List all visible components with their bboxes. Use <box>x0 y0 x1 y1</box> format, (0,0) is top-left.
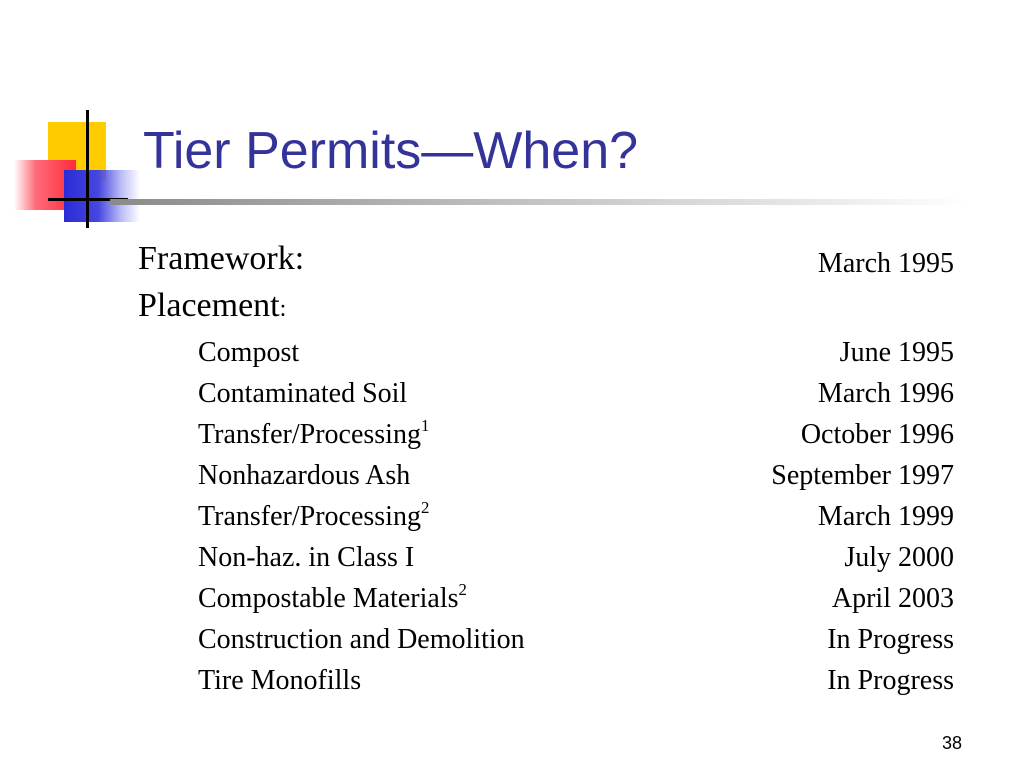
item-label: Construction and Demolition <box>198 624 525 655</box>
item-date: In Progress <box>827 624 954 655</box>
item-date: March 1999 <box>817 501 954 532</box>
item-date: April 2003 <box>831 583 954 614</box>
item-date: March 1996 <box>817 378 954 409</box>
slide-title: Tier Permits—When? <box>143 122 639 180</box>
logo-vertical-line <box>86 110 89 228</box>
footnote-marker: 2 <box>420 498 430 517</box>
title-underline <box>110 199 970 205</box>
item-label: Transfer/Processing$^1$ <box>198 416 430 450</box>
item-label: Tire Monofills <box>198 665 362 696</box>
framework-label: Framework: <box>138 240 305 277</box>
item-label: Compost <box>198 337 300 368</box>
item-label: Nonhazardous Ash <box>198 460 411 491</box>
item-date: In Progress <box>827 665 954 696</box>
placement-label: Placement: <box>138 287 287 324</box>
logo-blue-square <box>64 170 140 222</box>
item-label: Contaminated Soil <box>198 378 408 409</box>
item-date: October 1996 <box>800 419 954 450</box>
item-label: Transfer/Processing$^2$ <box>198 498 430 532</box>
item-date: June 1995 <box>839 337 954 368</box>
page-number: 38 <box>941 733 962 753</box>
item-date: September 1997 <box>771 460 954 491</box>
framework-date: March 1995 <box>817 248 954 279</box>
footnote-marker: 2 <box>458 580 467 599</box>
item-label: Non-haz. in Class I <box>198 542 415 573</box>
item-date: July 2000 <box>844 542 954 573</box>
item-label: Compostable Materials$^2$ <box>198 580 467 614</box>
footnote-marker: 1 <box>420 416 430 435</box>
